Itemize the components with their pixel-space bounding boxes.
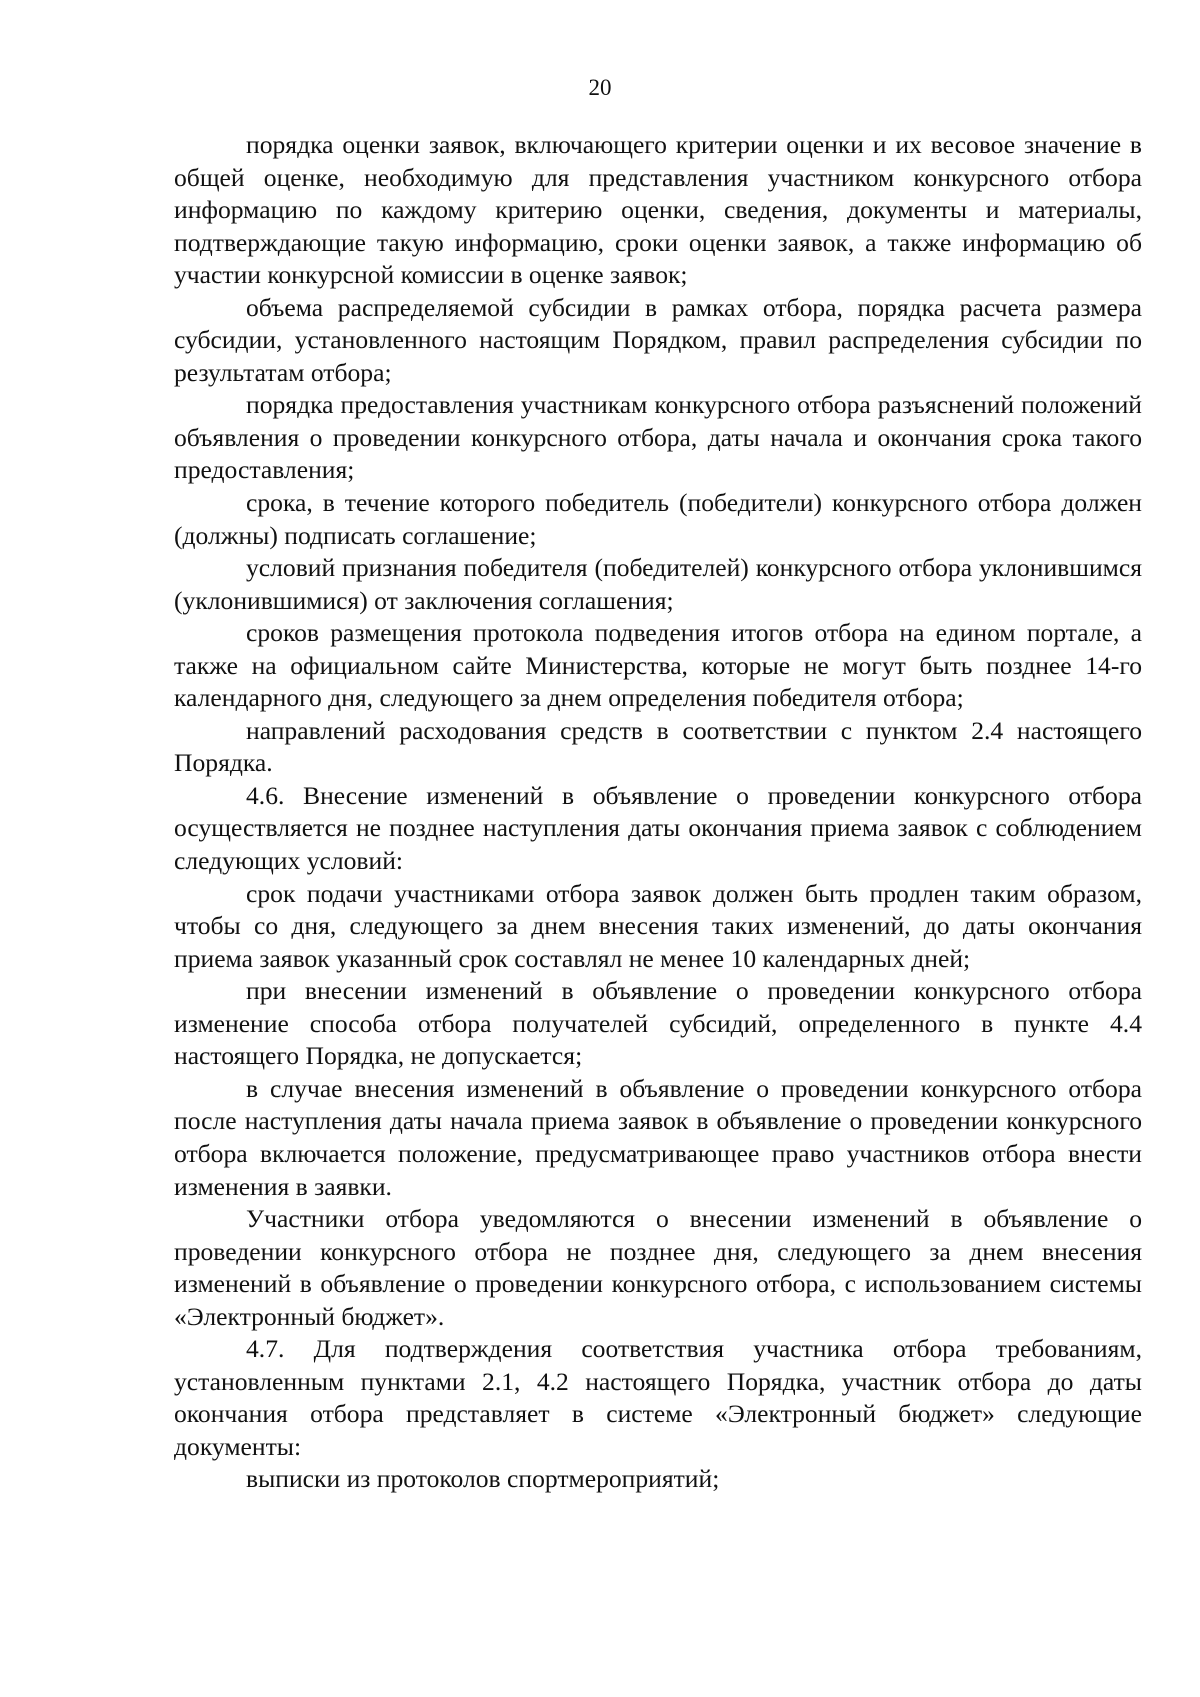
page-number: 20: [588, 75, 612, 100]
paragraph: Участники отбора уведомляются о внесении изменений в объявление о проведении конкурсного отбора не позднее дня, следующего за днем внесения изменений в объявление о проведении конкурсного отбора, с использованием системы «Электронный бюджет».: [174, 1204, 1142, 1331]
paragraph: 4.6. Внесение изменений в объявление о проведении конкурсного отбора осуществляется не позднее наступления даты окончания приема заявок с соблюдением следующих условий:: [174, 780, 1142, 876]
paragraph: 4.7. Для подтверждения соответствия участника отбора требованиям, установленным пунктами 2.1, 4.2 настоящего Порядка, участник отбора до даты окончания отбора представляет в системе «Электронный бюджет» следующие документы:: [174, 1334, 1142, 1461]
paragraph: выписки из протоколов спортмероприятий;: [246, 1464, 720, 1494]
paragraph: в случае внесения изменений в объявление о проведении конкурсного отбора после наступления даты начала приема заявок в объявление о проведении конкурсного отбора включается положение, предусматривающее право участников отбора внести изменения в заявки.: [174, 1073, 1142, 1201]
paragraph: порядка предоставления участникам конкурсного отбора разъяснений положений объявления о проведении конкурсного отбора, даты начала и окончания срока такого предоставления;: [174, 390, 1142, 485]
paragraph: сроков размещения протокола подведения итогов отбора на едином портале, а также на официальном сайте Министерства, которые не могут быть позднее 14-го календарного дня, следующего за днем определения победителя отбора;: [174, 618, 1142, 713]
paragraph: направлений расходования средств в соответствии с пунктом 2.4 настоящего Порядка.: [174, 715, 1142, 778]
body-text: [174, 129, 1142, 1496]
paragraph: объема распределяемой субсидии в рамках отбора, порядка расчета размера субсидии, установленного настоящим Порядком, правил распределения субсидии по результатам отбора;: [174, 292, 1142, 387]
paragraph: срока, в течение которого победитель (победители) конкурсного отбора должен (должны) подписать соглашение;: [174, 488, 1142, 550]
paragraph: при внесении изменений в объявление о проведении конкурсного отбора изменение способа отбора получателей субсидий, определенного в пункте 4.4 настоящего Порядка, не допускается;: [174, 976, 1142, 1071]
paragraph: срок подачи участниками отбора заявок должен быть продлен таким образом, чтобы со дня, следующего за днем внесения таких изменений, до даты окончания приема заявок указанный срок составлял не менее 10 календарных дней;: [174, 878, 1142, 973]
paragraph: условий признания победителя (победителей) конкурсного отбора уклонившимся (уклонившимися) от заключения соглашения;: [174, 553, 1142, 615]
paragraph: порядка оценки заявок, включающего критерии оценки и их весовое значение в общей оценке, необходимую для представления участником конкурсного отбора информацию по каждому критерию оценки, сведения, документы и материалы, подтверждающие такую информацию, сроки оценки заявок, а также информацию об участии конкурсной комиссии в оценке заявок;: [174, 130, 1142, 290]
